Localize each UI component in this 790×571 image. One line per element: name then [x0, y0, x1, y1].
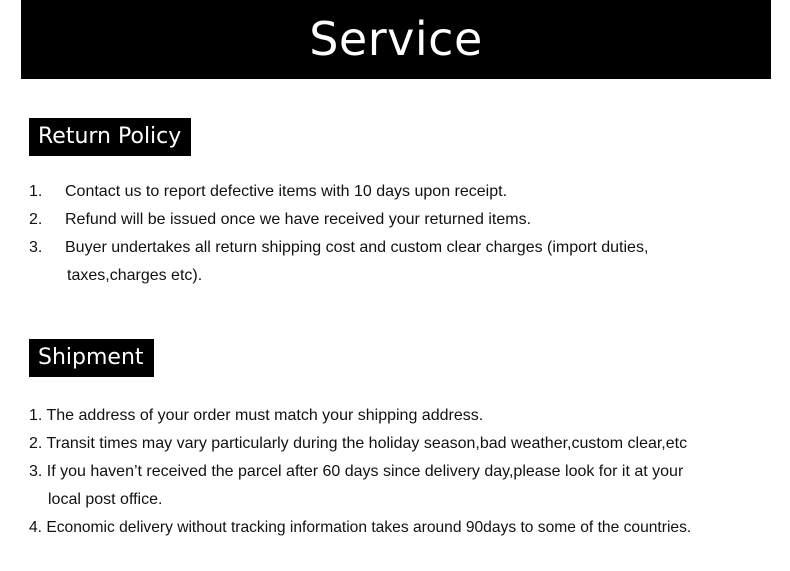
list-number: 3.	[29, 239, 43, 256]
list-number: 1.	[29, 183, 43, 200]
shipment-heading: Shipment	[29, 339, 154, 377]
list-item-text: Refund will be issued once we have received your returned items.	[65, 211, 532, 228]
service-banner	[21, 0, 771, 79]
shipment-item-4: 4. Economic delivery without tracking information takes around 90days to some of the countries.	[29, 519, 692, 536]
shipment-item-1: 1. The address of your order must match your shipping address.	[29, 407, 484, 424]
return-policy-heading: Return Policy	[29, 118, 191, 156]
list-item-text: Buyer undertakes all return shipping cost and custom clear charges (import duties,	[65, 239, 649, 256]
shipment-item-3-continuation: local post office.	[48, 491, 163, 508]
shipment-item-2: 2. Transit times may vary particularly during the holiday season,bad weather,custom clear,etc	[29, 435, 688, 452]
list-item-text: Contact us to report defective items with 10 days upon receipt.	[65, 183, 508, 200]
shipment-item-3: 3. If you haven’t received the parcel after 60 days since delivery day,please look for it at your	[29, 463, 684, 480]
list-number: 2.	[29, 211, 43, 228]
page-title: Service	[309, 11, 483, 66]
return-policy-item-3-continuation: taxes,charges etc).	[67, 267, 203, 284]
